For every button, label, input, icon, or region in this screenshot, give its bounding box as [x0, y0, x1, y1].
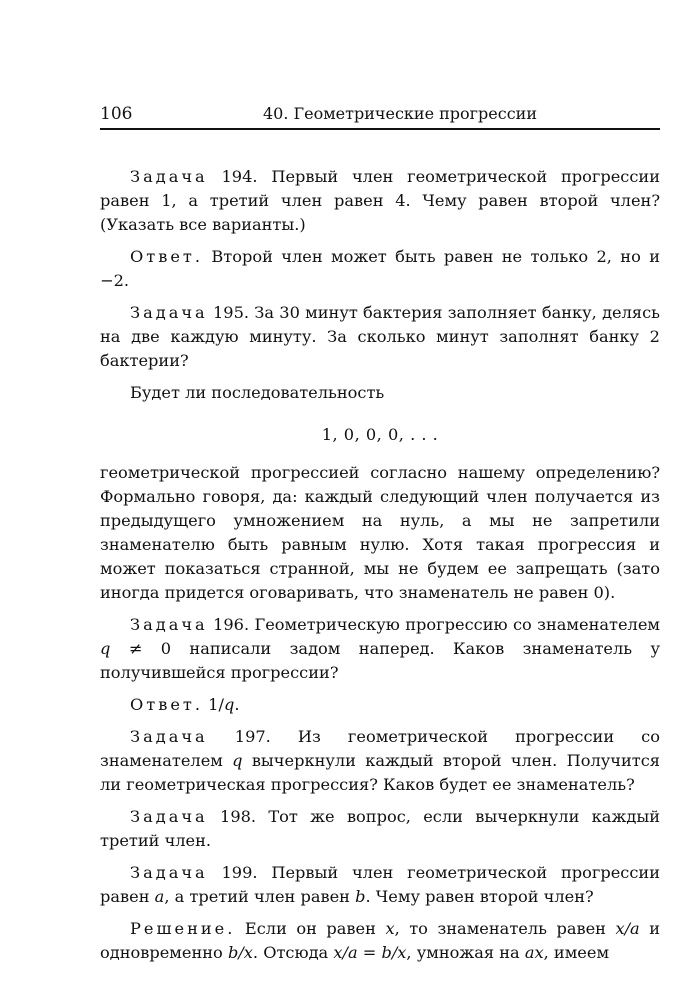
problem-198 [100, 805, 660, 853]
problem-196 [100, 613, 660, 685]
math-expr: b/x [381, 943, 407, 962]
problem-label: Задача [130, 167, 208, 186]
problem-text: вычеркнули каждый второй член. Получится ли геометрическая прогрессия? Каков будет ее знаменатель? [100, 751, 660, 794]
solution-text: , то знаменатель равен [394, 919, 616, 938]
answer-text: . [234, 695, 240, 714]
solution-text: , умножая на [406, 943, 525, 962]
solution-text: . Отсюда [252, 943, 334, 962]
problem-text: 197. Из геометрической прогрессии со знаменателем [100, 727, 660, 770]
problem-text: 199. Первый член геометрической прогрессии равен [100, 863, 660, 906]
math-expr: x/a [333, 943, 358, 962]
problem-text: 198. Тот же вопрос, если вычеркнули каждый третий член. [100, 807, 660, 850]
problem-197 [100, 725, 660, 797]
problem-text: 196. Геометрическую прогрессию со знаменателем [207, 615, 660, 634]
solution-text: и одновременно [100, 919, 661, 962]
answer-196 [100, 693, 660, 717]
solution-text: = [357, 943, 382, 962]
math-expr: x/a [615, 919, 640, 938]
math-var: a [154, 887, 165, 906]
problem-label: Задача [130, 807, 208, 826]
math-var: q [232, 751, 243, 770]
problem-text: , а третий член равен [164, 887, 356, 906]
page-number: 106 [100, 104, 133, 124]
problem-text: 194. Первый член геометрической прогрессии равен 1, а третий член равен 4. Чему равен второй член? (Указать все варианты.) [100, 167, 660, 234]
running-header [100, 100, 660, 130]
problem-199 [100, 861, 660, 909]
running-title: 40. Геометрические прогрессии [263, 104, 538, 123]
page-body [100, 165, 660, 965]
problem-label: Задача [130, 303, 208, 322]
math-var: x [385, 919, 395, 938]
answer-label: Ответ. [130, 247, 204, 266]
answer-text: 1/ [203, 695, 224, 714]
solution-label: Решение. [130, 919, 236, 938]
explanation-paragraph: геометрической прогрессией согласно нашему определению? Формально говоря, да: каждый следующий член получается из предыдущего умножением на нуль, а мы не запретили знаменателю быть равным нулю. Хотя такая прогрессия и может показаться странной, мы не будем ее запрещать (зато иногда придется оговаривать, что знаменатель не равен 0). [100, 463, 660, 602]
math-expr: b/x [227, 943, 253, 962]
math-var: b [355, 887, 366, 906]
problem-label: Задача [130, 863, 208, 882]
math-var: q [223, 695, 235, 714]
answer-text: Второй член может быть равен не только 2, но и −2. [100, 247, 660, 290]
problem-195 [100, 301, 660, 373]
answer-194 [100, 245, 660, 293]
sequence-formula: 1, 0, 0, 0, . . . [321, 425, 439, 444]
problem-text: . Чему равен второй член? [365, 887, 594, 906]
problem-label: Задача [130, 727, 208, 746]
problem-text: ≠ 0 написали задом наперед. Каков знаменатель у получившейся прогрессии? [100, 639, 660, 682]
math-var: q [100, 639, 111, 658]
answer-label: Ответ. [130, 695, 204, 714]
solution-text: , имеем [543, 943, 610, 962]
problem-text: 195. За 30 минут бактерия заполняет банку, делясь на две каждую минуту. За сколько минут заполнят банку 2 бактерии? [100, 303, 660, 370]
math-expr: ax [524, 943, 544, 962]
solution-text: Если он равен [235, 919, 386, 938]
question-paragraph: Будет ли последовательность [130, 383, 385, 402]
problem-label: Задача [130, 615, 208, 634]
solution-199 [100, 917, 660, 965]
problem-194 [100, 165, 660, 237]
